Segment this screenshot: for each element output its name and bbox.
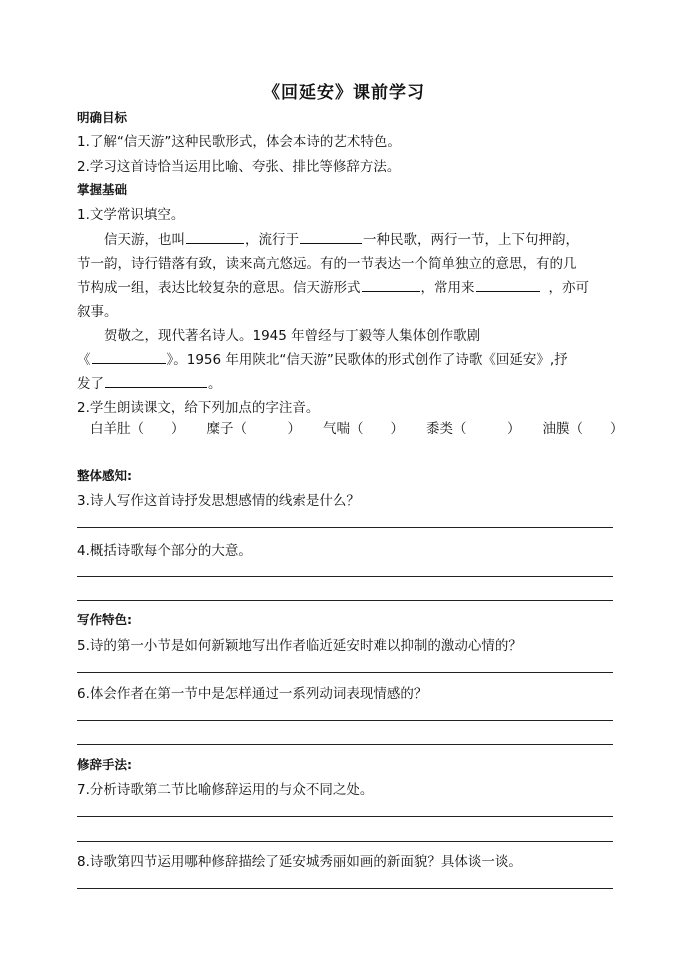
para2-text-a: 《 <box>77 352 91 368</box>
basics-heading: 掌握基础 <box>77 182 128 197</box>
answer-line[interactable] <box>77 527 613 528</box>
pinyin-item-2[interactable]: 糜子（ ） <box>206 421 301 437</box>
para1-line3 <box>77 276 589 296</box>
para2-text-b: 》。1956 年用陕北“信天游”民歌体的形式创作了诗歌《回延安》,抒 <box>166 352 568 368</box>
para1-text-f: ，亦可 <box>548 280 589 296</box>
answer-line[interactable] <box>77 600 613 601</box>
blank-use[interactable] <box>476 290 540 292</box>
para1-line2: 节一韵，诗行错落有致，读来高亢悠远。有的一节表达一个简单独立的意思，有的几 <box>77 256 577 272</box>
rhetoric-heading: 修辞手法: <box>77 757 132 772</box>
writing-heading: 写作特色: <box>77 612 132 627</box>
pinyin-row <box>90 417 624 437</box>
para1-text-a: 信天游，也叫 <box>104 232 185 248</box>
answer-line[interactable] <box>77 744 613 745</box>
para2-text-d: 。 <box>208 376 222 392</box>
blank-opera[interactable] <box>92 362 166 364</box>
para1-text-c: 一种民歌，两行一节，上下句押韵， <box>363 232 579 248</box>
page-title: 《回延安》课前学习 <box>263 83 425 103</box>
question-1: 1.文学常识填空。 <box>77 207 185 223</box>
question-6: 6.体会作者在第一节中是怎样通过一系列动词表现情感的？ <box>77 686 428 702</box>
blank-emotion[interactable] <box>105 386 207 388</box>
para1-text-e: ，常用来 <box>420 280 475 296</box>
question-2: 2.学生朗读课文，给下列加点的字注音。 <box>77 400 320 416</box>
pinyin-item-3[interactable]: 气喘（ ） <box>323 421 404 437</box>
para2-line3 <box>77 372 222 392</box>
answer-line[interactable] <box>77 888 613 889</box>
pinyin-item-5[interactable]: 油膜（ ） <box>542 421 624 437</box>
question-5: 5.诗的第一小节是如何新颖地写出作者临近延安时难以抑制的激动心情的？ <box>77 638 522 654</box>
goals-heading: 明确目标 <box>77 110 128 125</box>
pinyin-item-1[interactable]: 白羊肚（ ） <box>90 421 185 437</box>
question-3: 3.诗人写作这首诗抒发思想感情的线索是什么？ <box>77 493 360 509</box>
overall-heading: 整体感知: <box>77 468 132 483</box>
para1-line1 <box>104 228 579 248</box>
para1-line4: 叙事。 <box>77 304 118 320</box>
para2-line1: 贺敬之，现代著名诗人。1945 年曾经与丁毅等人集体创作歌剧 <box>104 328 481 344</box>
goal-item-1: 1.了解“信天游”这种民歌形式，体会本诗的艺术特色。 <box>77 134 401 150</box>
para2-text-c: 发了 <box>77 376 104 392</box>
pinyin-item-4[interactable]: 黍类（ ） <box>426 421 521 437</box>
answer-line[interactable] <box>77 672 613 673</box>
blank-region[interactable] <box>300 242 362 244</box>
question-8: 8.诗歌第四节运用哪种修辞描绘了延安城秀丽如画的新面貌？具体谈一谈。 <box>77 854 522 870</box>
answer-line[interactable] <box>77 816 613 817</box>
question-7: 7.分析诗歌第二节比喻修辞运用的与众不同之处。 <box>77 782 374 798</box>
answer-line[interactable] <box>77 576 613 577</box>
blank-alias[interactable] <box>186 242 244 244</box>
answer-line[interactable] <box>77 841 613 842</box>
goal-item-2: 2.学习这首诗恰当运用比喻、夸张、排比等修辞方法。 <box>77 159 401 175</box>
para1-text-d: 节构成一组，表达比较复杂的意思。信天游形式 <box>77 280 361 296</box>
blank-form[interactable] <box>362 290 420 292</box>
answer-line[interactable] <box>77 720 613 721</box>
question-4: 4.概括诗歌每个部分的大意。 <box>77 543 252 559</box>
para2-line2 <box>77 348 568 368</box>
para1-text-b: ，流行于 <box>245 232 299 248</box>
